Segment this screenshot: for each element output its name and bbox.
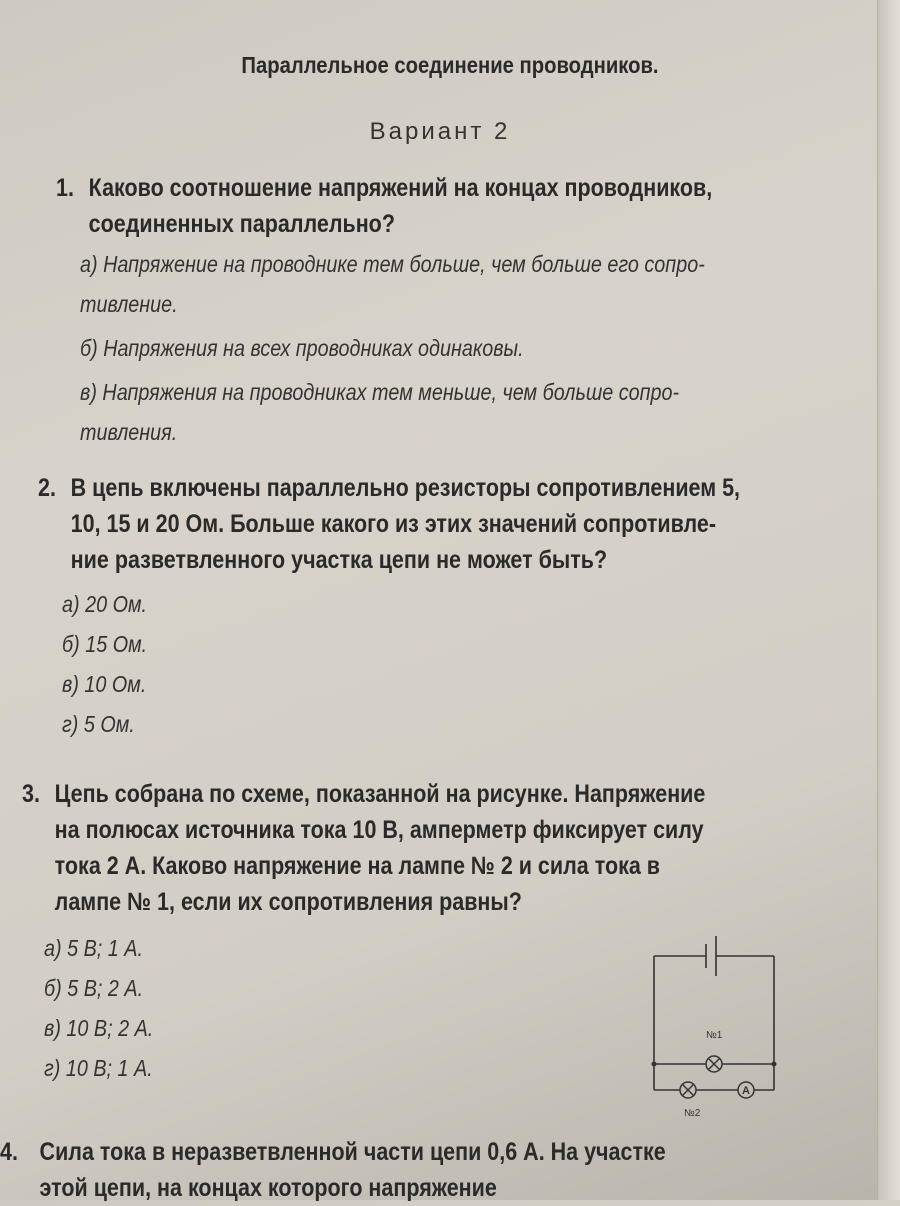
question-text-line: лампе № 1, если их сопротивления равны? <box>54 888 522 916</box>
question-text-line: этой цепи, на концах которого напряжение <box>39 1174 497 1202</box>
circuit-diagram <box>640 930 810 1120</box>
option-line: в) Напряжения на проводниках тем меньше, чем больше сопро- <box>80 379 680 405</box>
question-text-line: на полюсах источника тока 10 В, амперметр фиксирует силу <box>54 816 704 844</box>
lamp-2-label: №2 <box>684 1108 701 1119</box>
ammeter-label: A <box>742 1085 750 1097</box>
option-d: г) 10 В; 1 А. <box>44 1055 153 1081</box>
question-text-line: ние разветвленного участка цепи не может быть? <box>70 546 608 574</box>
option-line: а) Напряжение на проводнике тем больше, чем больше его сопро- <box>80 251 705 277</box>
question-number: 3. <box>22 780 40 808</box>
option-line: тивления. <box>80 419 178 445</box>
option-a: а) 20 Ом. <box>62 591 148 617</box>
question-text-line: Каково соотношение напряжений на концах проводников, <box>88 174 713 202</box>
question-text-line: 10, 15 и 20 Ом. Больше какого из этих значений сопротивле- <box>70 510 717 538</box>
question-text-line: тока 2 А. Каково напряжение на лампе № 2 и сила тока в <box>54 852 660 880</box>
option-b: б) 5 В; 2 А. <box>44 975 144 1001</box>
question-number: 1. <box>56 174 74 202</box>
lamp-2-icon <box>680 1082 696 1098</box>
option-b: б) 15 Ом. <box>62 631 148 657</box>
option-c: в) 10 Ом. <box>62 671 147 697</box>
question-number: 4. <box>0 1138 18 1166</box>
option-c: в) 10 В; 2 А. <box>44 1015 154 1041</box>
question-3-options <box>44 928 153 1088</box>
question-text-line: соединенных параллельно? <box>88 210 395 238</box>
option-line: б) Напряжения на всех проводниках одинаковы. <box>80 335 524 361</box>
lamp-1-icon <box>706 1056 722 1072</box>
option-d: г) 5 Ом. <box>62 711 135 737</box>
question-number: 2. <box>38 474 56 502</box>
question-text-line: Сила тока в неразветвленной части цепи 0,6 А. На участке <box>39 1138 666 1166</box>
question-3 <box>22 776 705 920</box>
option-line: тивление. <box>80 291 178 317</box>
question-1 <box>56 170 712 242</box>
question-1-options <box>80 244 705 452</box>
page-edge <box>877 0 900 1200</box>
page-title: Параллельное соединение проводников. <box>241 52 659 78</box>
question-4 <box>0 1134 666 1206</box>
option-a: а) 5 В; 1 А. <box>44 935 143 961</box>
junction-left <box>652 1062 657 1067</box>
junction-right <box>772 1062 777 1067</box>
question-text-line: Цепь собрана по схеме, показанной на рисунке. Напряжение <box>54 780 706 808</box>
question-2-options <box>62 584 147 744</box>
variant-heading: Вариант 2 <box>369 118 511 145</box>
question-2 <box>38 470 740 578</box>
question-text-line: В цепь включены параллельно резисторы сопротивлением 5, <box>70 474 741 502</box>
lamp-1-label: №1 <box>706 1030 723 1041</box>
